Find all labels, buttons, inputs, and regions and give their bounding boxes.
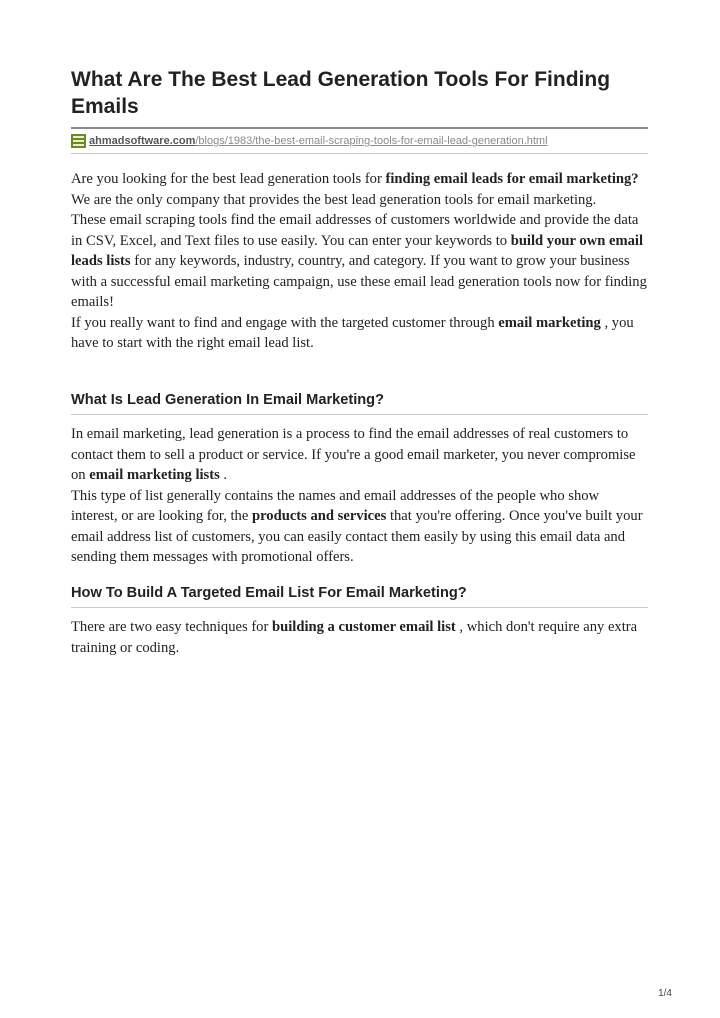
- bold-keyword: finding email leads for email marketing?: [385, 171, 639, 187]
- section1-paragraph-2: This type of list generally contains the names and email addresses of the people who show interest, or are looking for, the products and services that you're offering. Once you've built your email address list of customers, you can easily contact them easily by using this email data and sending them messages with promotional offers.: [71, 487, 643, 565]
- bold-keyword: products and services: [251, 508, 387, 524]
- source-domain[interactable]: ahmadsoftware.com: [89, 135, 196, 147]
- bold-keyword: build your own email leads lists: [71, 232, 644, 269]
- section1-text: [71, 424, 648, 568]
- page-title: What Are The Best Lead Generation Tools For Finding Emails: [71, 68, 611, 118]
- section2-paragraph-1: There are two easy techniques for building a customer email list , which don't require any extra training or coding.: [71, 619, 638, 656]
- section-divider: [71, 607, 648, 608]
- section-divider: [71, 414, 648, 415]
- section-heading-lead-generation: What Is Lead Generation In Email Marketing?: [71, 392, 385, 408]
- bold-keyword: building a customer email list: [271, 619, 456, 635]
- source-divider: [71, 153, 648, 154]
- intro-paragraph-2: These email scraping tools find the email addresses of customers worldwide and provide the data in CSV, Excel, and Text files to use easily. You can enter your keywords to build your own email leads lists for any keywords, industry, country, and category. If you want to grow your business with a successful email marketing campaign, use these email lead generation tools now for finding emails!: [71, 212, 647, 310]
- intro-paragraph-3: If you really want to find and engage with the targeted customer through email marketing , you have to start with the right email lead list.: [71, 314, 634, 351]
- source-link[interactable]: [71, 133, 648, 149]
- site-icon: [71, 134, 86, 148]
- page-number: 1/4: [658, 988, 672, 999]
- source-path[interactable]: /blogs/1983/the-best-email-scraping-tools-for-email-lead-generation.html: [195, 135, 548, 147]
- section-heading-targeted-list: How To Build A Targeted Email List For Email Marketing?: [71, 585, 467, 601]
- section1-paragraph-1: In email marketing, lead generation is a process to find the email addresses of real customers to contact them to sell a product or service. If you're a good email marketer, you never compromise on email marketing lists .: [71, 426, 636, 483]
- title-divider: [71, 127, 648, 129]
- section2-text: [71, 617, 648, 658]
- bold-keyword: email marketing: [498, 314, 601, 331]
- intro-paragraph-1: Are you looking for the best lead generation tools for finding email leads for email marketing? We are the only company that provides the best lead generation tools for email marketing.: [71, 171, 639, 208]
- intro-text: [71, 169, 648, 354]
- bold-keyword: email marketing lists: [89, 467, 220, 483]
